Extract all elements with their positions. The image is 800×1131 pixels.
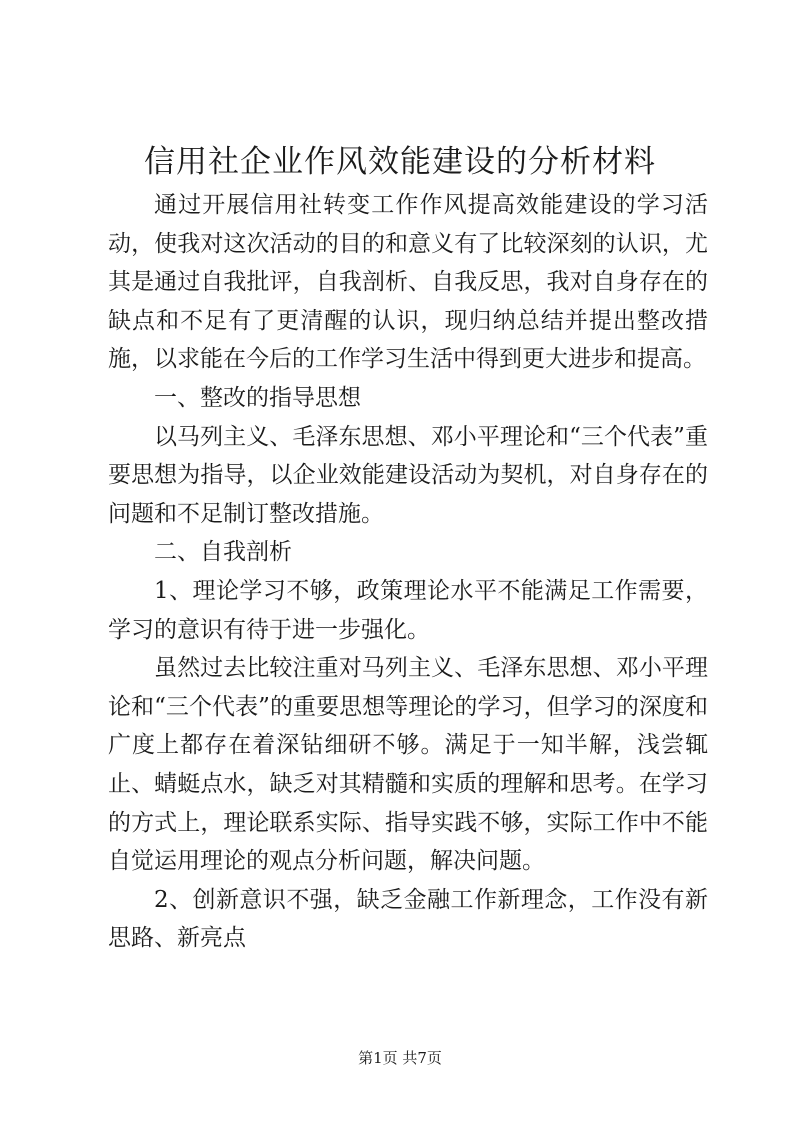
document-body <box>108 186 708 958</box>
page-number-footer: 第1页 共7页 <box>358 1049 442 1067</box>
paragraph-point-2: 2、创新意识不强，缺乏金融工作新理念，工作没有新思路、新亮点 <box>108 886 708 952</box>
document-title: 信用社企业作风效能建设的分析材料 <box>144 144 656 180</box>
heading-guiding-thought: 一、整改的指导思想 <box>154 384 361 411</box>
heading-self-analysis: 二、自我剖析 <box>154 539 292 566</box>
paragraph-point-1-detail: 虽然过去比较注重对马列主义、毛泽东思想、邓小平理论和“三个代表”的重要思想等理论的学习，但学习的深度和广度上都存在着深钻细研不够。满足于一知半解，浅尝辄止、蜻蜓点水，缺乏对其精髓和实质的理解和思考。在学习的方式上，理论联系实际、指导实践不够，实际工作中不能自觉运用理论的观点分析问题，解决问题。 <box>108 655 708 875</box>
paragraph-guiding-thought: 以马列主义、毛泽东思想、邓小平理论和“三个代表”重要思想为指导，以企业效能建设活动为契机，对自身存在的问题和不足制订整改措施。 <box>108 423 708 527</box>
paragraph-intro: 通过开展信用社转变工作作风提高效能建设的学习活动，使我对这次活动的目的和意义有了比较深刻的认识，尤其是通过自我批评，自我剖析、自我反思，我对自身存在的缺点和不足有了更清醒的认识，现归纳总结并提出整改措施，以求能在今后的工作学习生活中得到更大进步和提高。 <box>108 192 708 373</box>
paragraph-point-1: 1、理论学习不够，政策理论水平不能满足工作需要，学习的意识有待于进一步强化。 <box>108 577 708 643</box>
